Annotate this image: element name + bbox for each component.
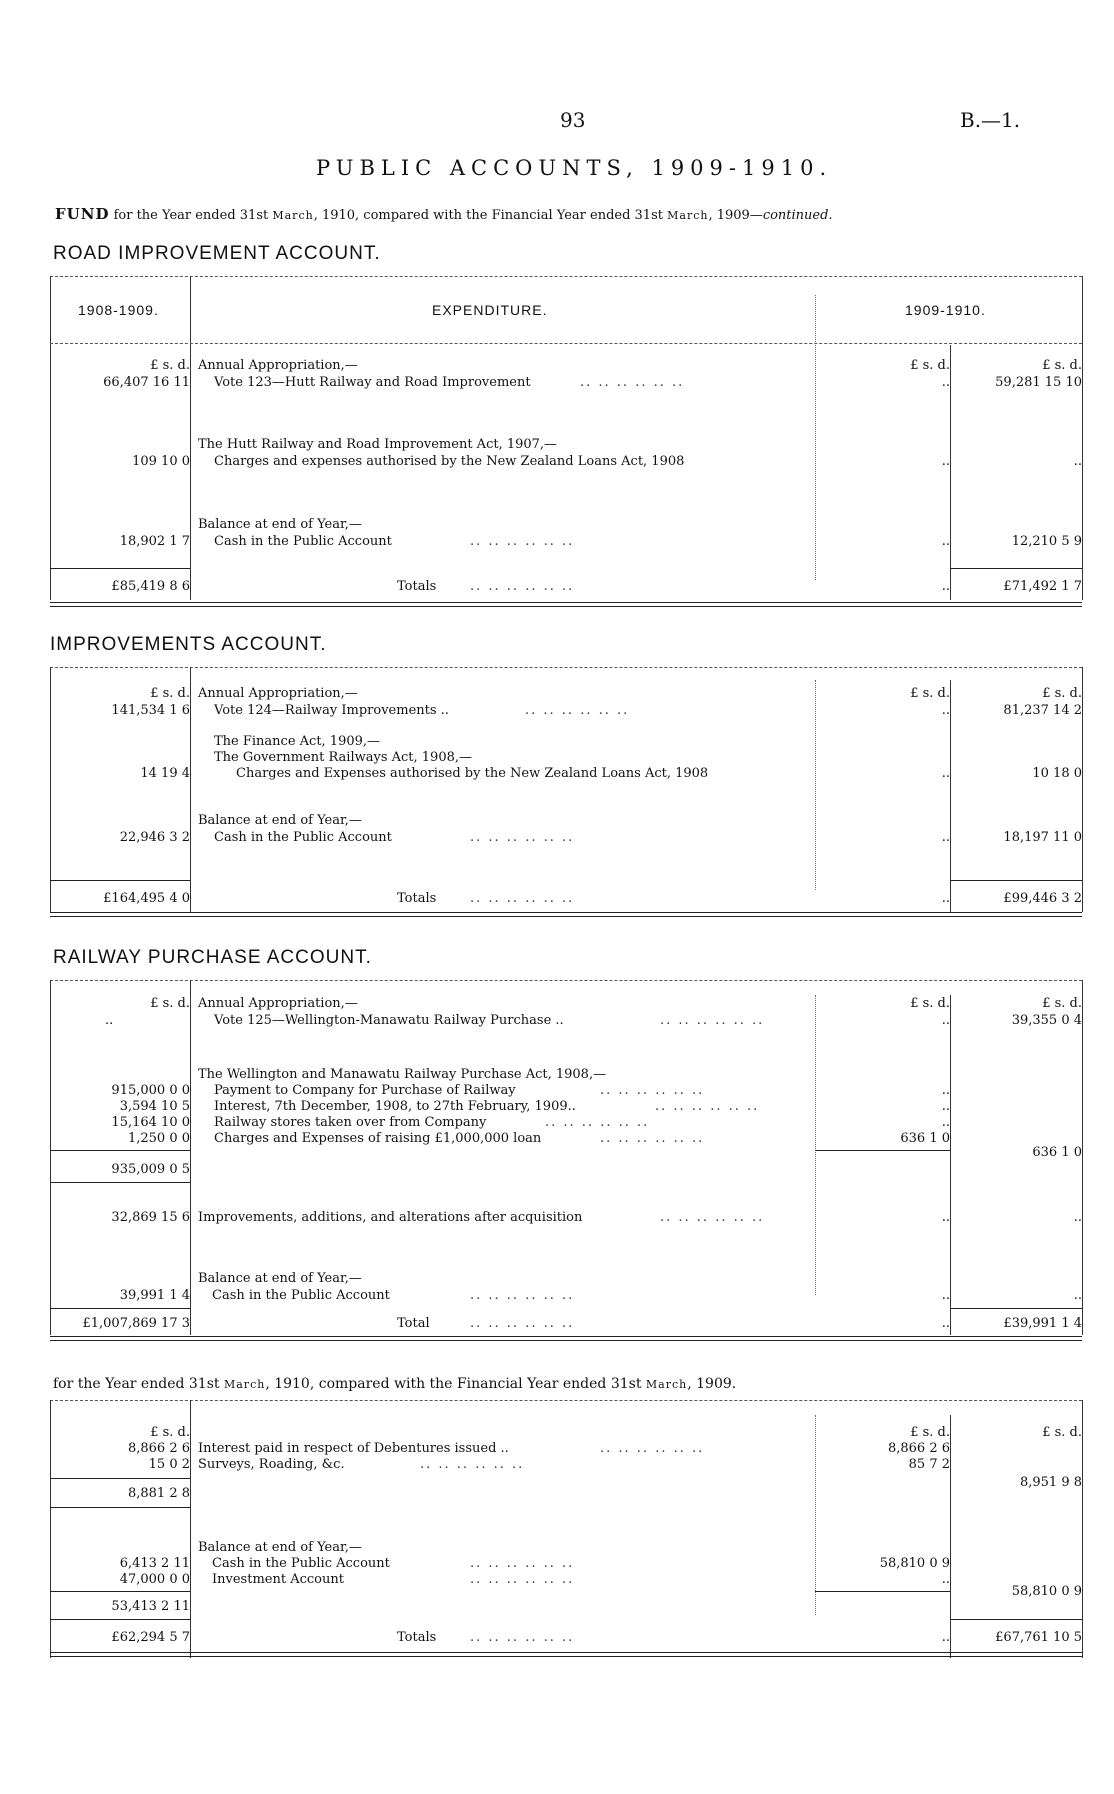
rail-vote-prev: .. xyxy=(105,1013,114,1028)
rail-act-subtotal-curr: 636 1 0 xyxy=(1032,1145,1082,1160)
last-row1-mid: 8,866 2 6 xyxy=(887,1441,950,1456)
last-lsd-mid: £ s. d. xyxy=(910,1425,950,1440)
rail-act-row1-mid: .. xyxy=(941,1083,950,1098)
rail-act-row2-prev: 3,594 10 5 xyxy=(119,1099,190,1114)
rail-lsd-mid: £ s. d. xyxy=(910,996,950,1011)
last-bal-row1-mid: 58,810 0 9 xyxy=(879,1556,950,1571)
rail-total-label: Total xyxy=(397,1316,430,1331)
impr-row2-mid: .. xyxy=(941,766,950,781)
rail-bal-line1: Balance at end of Year,— xyxy=(198,1271,362,1286)
last-row1-prev: 8,866 2 6 xyxy=(127,1441,190,1456)
impr-row1-line1: Annual Appropriation,— xyxy=(198,686,358,701)
road-col-expenditure: EXPENDITURE. xyxy=(432,302,548,318)
impr-total-dots: .. .. .. .. .. .. xyxy=(470,891,575,906)
fund-description: FUND for the Year ended 31st March, 1910, compared with the Financial Year ended 31st March, 1909—continued. xyxy=(55,205,833,223)
rail-act-row4-mid: 636 1 0 xyxy=(900,1131,950,1146)
road-total-dots: .. .. .. .. .. .. xyxy=(470,579,575,594)
last-section-intro: for the Year ended 31st March, 1910, compared with the Financial Year ended 31st March, 1909. xyxy=(53,1376,737,1392)
rail-impr-prev: 32,869 15 6 xyxy=(111,1210,190,1225)
impr-row3-mid: .. xyxy=(941,830,950,845)
road-row3-line1: Balance at end of Year,— xyxy=(198,517,362,532)
road-lsd-mid: £ s. d. xyxy=(910,358,950,373)
last-lsd-left: £ s. d. xyxy=(150,1425,190,1440)
road-total-curr: £71,492 1 7 xyxy=(1003,579,1082,594)
impr-lsd-left: £ s. d. xyxy=(150,686,190,701)
impr-row3-line1: Balance at end of Year,— xyxy=(198,813,362,828)
last-sub1-prev: 8,881 2 8 xyxy=(127,1486,190,1501)
impr-row2-prev: 14 19 4 xyxy=(140,766,190,781)
rail-bal-dots: .. .. .. .. .. .. xyxy=(470,1288,575,1303)
impr-total-prev: £164,495 4 0 xyxy=(103,891,190,906)
rail-vote-line1: Annual Appropriation,— xyxy=(198,996,358,1011)
rail-bal-mid: .. xyxy=(941,1288,950,1303)
fund-label: FUND xyxy=(55,205,110,223)
road-col-1908: 1908-1909. xyxy=(78,302,159,318)
rail-act-row3-prev: 15,164 10 0 xyxy=(111,1115,190,1130)
railway-section-heading: RAILWAY PURCHASE ACCOUNT. xyxy=(53,947,372,968)
road-total-mid: .. xyxy=(941,579,950,594)
impr-row3-line2: Cash in the Public Account xyxy=(214,830,392,845)
rail-impr-mid: .. xyxy=(941,1210,950,1225)
last-bal-row2-mid: .. xyxy=(941,1572,950,1587)
road-lsd-left: £ s. d. xyxy=(150,358,190,373)
impr-row3-curr: 18,197 11 0 xyxy=(1003,830,1082,845)
last-total-label: Totals xyxy=(397,1630,437,1645)
road-row1-curr: 59,281 15 10 xyxy=(995,375,1082,390)
rail-total-curr: £39,991 1 4 xyxy=(1003,1316,1082,1331)
impr-row1-curr: 81,237 14 2 xyxy=(1003,703,1082,718)
road-row2-prev: 109 10 0 xyxy=(132,454,190,469)
rail-act-row4-dots: .. .. .. .. .. .. xyxy=(600,1131,705,1146)
rail-vote-curr: 39,355 0 4 xyxy=(1011,1013,1082,1028)
rail-vote-mid: .. xyxy=(941,1013,950,1028)
last-bal-row1-prev: 6,413 2 11 xyxy=(119,1556,190,1571)
rail-bal-curr: .. xyxy=(1073,1288,1082,1303)
road-row1-prev: 66,407 16 11 xyxy=(103,375,190,390)
impr-row3-dots: .. .. .. .. .. .. xyxy=(470,830,575,845)
impr-lsd-right: £ s. d. xyxy=(1042,686,1082,701)
last-row2-prev: 15 0 2 xyxy=(148,1457,190,1472)
rail-lsd-left: £ s. d. xyxy=(150,996,190,1011)
impr-total-mid: .. xyxy=(941,891,950,906)
impr-row2-curr: 10 18 0 xyxy=(1032,766,1082,781)
road-total-label: Totals xyxy=(397,579,437,594)
impr-row1-prev: 141,534 1 6 xyxy=(111,703,190,718)
rail-total-prev: £1,007,869 17 3 xyxy=(82,1316,190,1331)
road-row2-line1: The Hutt Railway and Road Improvement Act, 1907,— xyxy=(198,437,558,452)
road-row1-dots: .. .. .. .. .. .. xyxy=(580,375,685,390)
rail-act-row3-text: Railway stores taken over from Company xyxy=(214,1115,487,1130)
road-row3-mid: .. xyxy=(941,534,950,549)
rail-total-dots: .. .. .. .. .. .. xyxy=(470,1316,575,1331)
impr-row1-mid: .. xyxy=(941,703,950,718)
rail-act-row2-mid: .. xyxy=(941,1099,950,1114)
last-bal-row2-prev: 47,000 0 0 xyxy=(119,1572,190,1587)
last-total-dots: .. .. .. .. .. .. xyxy=(470,1630,575,1645)
impr-row2-line1b: The Government Railways Act, 1908,— xyxy=(214,750,473,765)
last-total-curr: £67,761 10 5 xyxy=(995,1630,1082,1645)
rail-total-mid: .. xyxy=(941,1316,950,1331)
last-total-mid: .. xyxy=(941,1630,950,1645)
last-lsd-right: £ s. d. xyxy=(1042,1425,1082,1440)
road-row1-mid: .. xyxy=(941,375,950,390)
road-lsd-right: £ s. d. xyxy=(1042,358,1082,373)
last-bal-row1-text: Cash in the Public Account xyxy=(212,1556,390,1571)
road-row3-line2: Cash in the Public Account xyxy=(214,534,392,549)
page-title: PUBLIC ACCOUNTS, 1909-1910. xyxy=(316,156,833,180)
rail-act-row4-text: Charges and Expenses of raising £1,000,000 loan xyxy=(214,1131,542,1146)
rail-act-subtotal-prev: 935,009 0 5 xyxy=(111,1162,190,1177)
last-sub1-curr: 8,951 9 8 xyxy=(1019,1475,1082,1490)
document-reference: B.—1. xyxy=(960,108,1021,132)
road-row2-mid: .. xyxy=(941,454,950,469)
rail-act-row2-text: Interest, 7th December, 1908, to 27th February, 1909.. xyxy=(214,1099,576,1114)
last-row2-text: Surveys, Roading, &c. xyxy=(198,1457,345,1472)
rail-act-row1-dots: .. .. .. .. .. .. xyxy=(600,1083,705,1098)
last-bal-row2-dots: .. .. .. .. .. .. xyxy=(470,1572,575,1587)
last-row2-mid: 85 7 2 xyxy=(908,1457,950,1472)
rail-act-row1-prev: 915,000 0 0 xyxy=(111,1083,190,1098)
rail-lsd-right: £ s. d. xyxy=(1042,996,1082,1011)
road-total-prev: £85,419 8 6 xyxy=(111,579,190,594)
last-row1-dots: .. .. .. .. .. .. xyxy=(600,1441,705,1456)
road-row3-prev: 18,902 1 7 xyxy=(119,534,190,549)
last-total-prev: £62,294 5 7 xyxy=(111,1630,190,1645)
road-col-1909: 1909-1910. xyxy=(905,302,986,318)
rail-vote-dots: .. .. .. .. .. .. xyxy=(660,1013,765,1028)
rail-vote-line2: Vote 125—Wellington-Manawatu Railway Purchase .. xyxy=(214,1013,564,1028)
page-number: 93 xyxy=(560,108,586,132)
last-bal-row1-dots: .. .. .. .. .. .. xyxy=(470,1556,575,1571)
road-row3-curr: 12,210 5 9 xyxy=(1011,534,1082,549)
rail-act-row2-dots: .. .. .. .. .. .. xyxy=(655,1099,760,1114)
rail-impr-text: Improvements, additions, and alterations after acquisition xyxy=(198,1210,583,1225)
road-row3-dots: .. .. .. .. .. .. xyxy=(470,534,575,549)
road-section-heading: ROAD IMPROVEMENT ACCOUNT. xyxy=(53,243,381,264)
road-row2-line2: Charges and expenses authorised by the New Zealand Loans Act, 1908 xyxy=(214,454,685,469)
rail-bal-prev: 39,991 1 4 xyxy=(119,1288,190,1303)
rail-impr-dots: .. .. .. .. .. .. xyxy=(660,1210,765,1225)
rail-act-row1-text: Payment to Company for Purchase of Railway xyxy=(214,1083,516,1098)
road-row2-curr: .. xyxy=(1073,454,1082,469)
impr-total-curr: £99,446 3 2 xyxy=(1003,891,1082,906)
rail-act-row4-prev: 1,250 0 0 xyxy=(127,1131,190,1146)
last-bal-row2-text: Investment Account xyxy=(212,1572,344,1587)
last-sub2-curr: 58,810 0 9 xyxy=(1011,1584,1082,1599)
impr-row3-prev: 22,946 3 2 xyxy=(119,830,190,845)
impr-row1-line2: Vote 124—Railway Improvements .. xyxy=(214,703,449,718)
last-bal-line1: Balance at end of Year,— xyxy=(198,1540,362,1555)
impr-lsd-mid: £ s. d. xyxy=(910,686,950,701)
last-row2-dots: .. .. .. .. .. .. xyxy=(420,1457,525,1472)
last-sub2-prev: 53,413 2 11 xyxy=(111,1599,190,1614)
impr-total-label: Totals xyxy=(397,891,437,906)
improvements-section-heading: IMPROVEMENTS ACCOUNT. xyxy=(50,634,327,655)
last-row1-text: Interest paid in respect of Debentures issued .. xyxy=(198,1441,509,1456)
impr-row2-line2: Charges and Expenses authorised by the New Zealand Loans Act, 1908 xyxy=(236,766,709,781)
rail-act-row3-mid: .. xyxy=(941,1115,950,1130)
rail-impr-curr: .. xyxy=(1073,1210,1082,1225)
rail-act-row3-dots: .. .. .. .. .. .. xyxy=(545,1115,650,1130)
rail-act-heading: The Wellington and Manawatu Railway Purchase Act, 1908,— xyxy=(198,1067,607,1082)
rail-bal-line2: Cash in the Public Account xyxy=(212,1288,390,1303)
road-row1-line2: Vote 123—Hutt Railway and Road Improvement xyxy=(214,375,531,390)
impr-row2-line1: The Finance Act, 1909,— xyxy=(214,734,381,749)
road-row1-line1: Annual Appropriation,— xyxy=(198,358,358,373)
impr-row1-dots: .. .. .. .. .. .. xyxy=(525,703,630,718)
